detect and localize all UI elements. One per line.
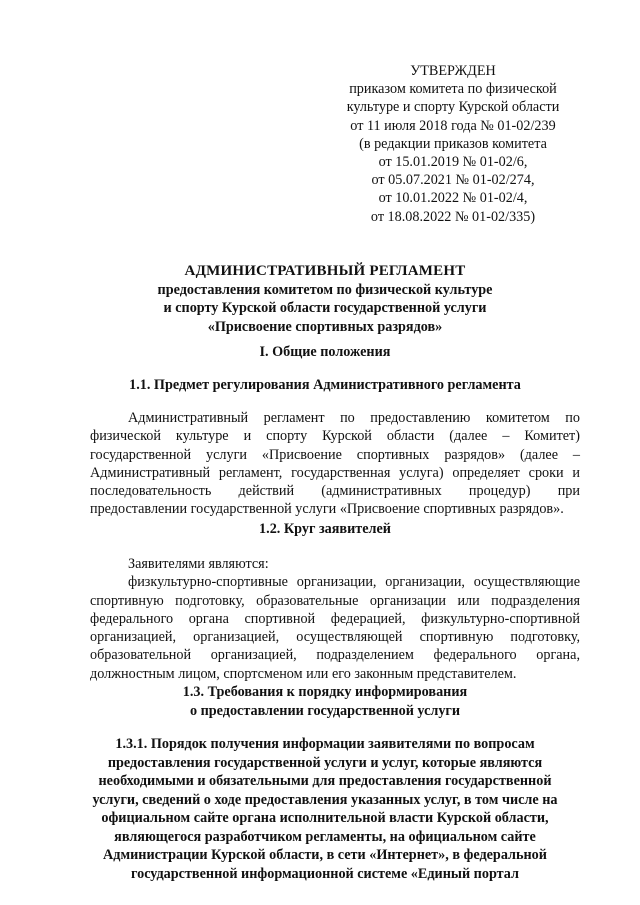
- subsection-heading-line: 1.3.1. Порядок получения информации заявителями по вопросам: [115, 736, 535, 752]
- document-title-main: АДМИНИСТРАТИВНЫЙ РЕГЛАМЕНТ: [184, 263, 466, 279]
- subsection-heading-text: 1.2. Круг заявителей: [259, 521, 391, 537]
- section-heading-text: I. Общие положения: [259, 344, 391, 360]
- subsection-heading-text: 1.1. Предмет регулирования Административного регламента: [129, 377, 521, 393]
- subsection-heading-line: услуги, сведений о ходе предоставления указанных услуг, в том числе на: [92, 791, 558, 808]
- approval-line: УТВЕРЖДЕН: [410, 63, 496, 79]
- approval-line: культуре и спорту Курской области: [346, 99, 560, 116]
- approval-line: приказом комитета по физической: [349, 81, 557, 98]
- document-title: [60, 262, 590, 336]
- subsection-heading-1-1: [60, 376, 590, 395]
- paragraph-text: Административный регламент по предоставлению комитетом по физической культуре и спорту Курской области (далее – Комитет) государственной услуги «Присвоение спортивных разрядов» (далее – Административный регламент, государственная услуга) определяет сроки и последовательность действий (административных процедур) при предоставлении государственной услуги «Присвоение спортивных разрядов».: [90, 410, 580, 518]
- approval-line: от 18.08.2022 № 01-02/335): [370, 208, 536, 225]
- subsection-heading-line: 1.3. Требования к порядку информирования: [182, 684, 468, 700]
- approval-line: от 10.01.2022 № 01-02/4,: [378, 190, 528, 207]
- subsection-heading-line: Администрации Курской области, в сети «Интернет», в федеральной: [103, 847, 547, 863]
- document-title-line: «Присвоение спортивных разрядов»: [207, 318, 443, 335]
- approval-line: от 15.01.2019 № 01-02/6,: [378, 154, 528, 171]
- section-heading-general: [60, 343, 590, 362]
- subsection-heading-line: являющегося разработчиком регламенты, на официальном сайте: [114, 828, 536, 845]
- subsection-heading-1-3-1: [60, 735, 590, 883]
- subsection-heading-line: предоставления государственной услуги и услуг, которые являются: [107, 754, 543, 771]
- subsection-heading-line: государственной информационной системе «Единый портал: [131, 865, 519, 882]
- subsection-heading-line: необходимыми и обязательными для предоставления государственной: [98, 773, 552, 789]
- approval-line: от 05.07.2021 № 01-02/274,: [371, 172, 535, 189]
- approval-line: от 11 июля 2018 года № 01-02/239: [350, 117, 556, 134]
- approval-block: [318, 62, 588, 226]
- paragraph-1-1: [90, 409, 580, 519]
- paragraph-intro: Заявителями являются:: [128, 556, 269, 572]
- subsection-heading-1-2: [60, 520, 590, 539]
- subsection-heading-1-3: [60, 683, 590, 720]
- paragraph-1-2: [90, 555, 580, 683]
- paragraph-text: физкультурно-спортивные организации, организации, осуществляющие спортивную подготовку, образовательные организации или подразделения федерального органа спортивной федерацией, физкультурно-спортивной организацией, организацией, осуществляющей спортивную подготовку, образовательной организацией, подразделением федерального органа, должностным лицом, спортсменом или его законным представителем.: [90, 574, 580, 682]
- document-title-line: предоставления комитетом по физической культуре: [157, 281, 493, 298]
- subsection-heading-line: официальном сайте органа исполнительной власти Курской области,: [101, 810, 549, 826]
- approval-line: (в редакции приказов комитета: [359, 135, 547, 152]
- subsection-heading-line: о предоставлении государственной услуги: [189, 702, 461, 719]
- document-title-line: и спорту Курской области государственной услуги: [163, 300, 487, 316]
